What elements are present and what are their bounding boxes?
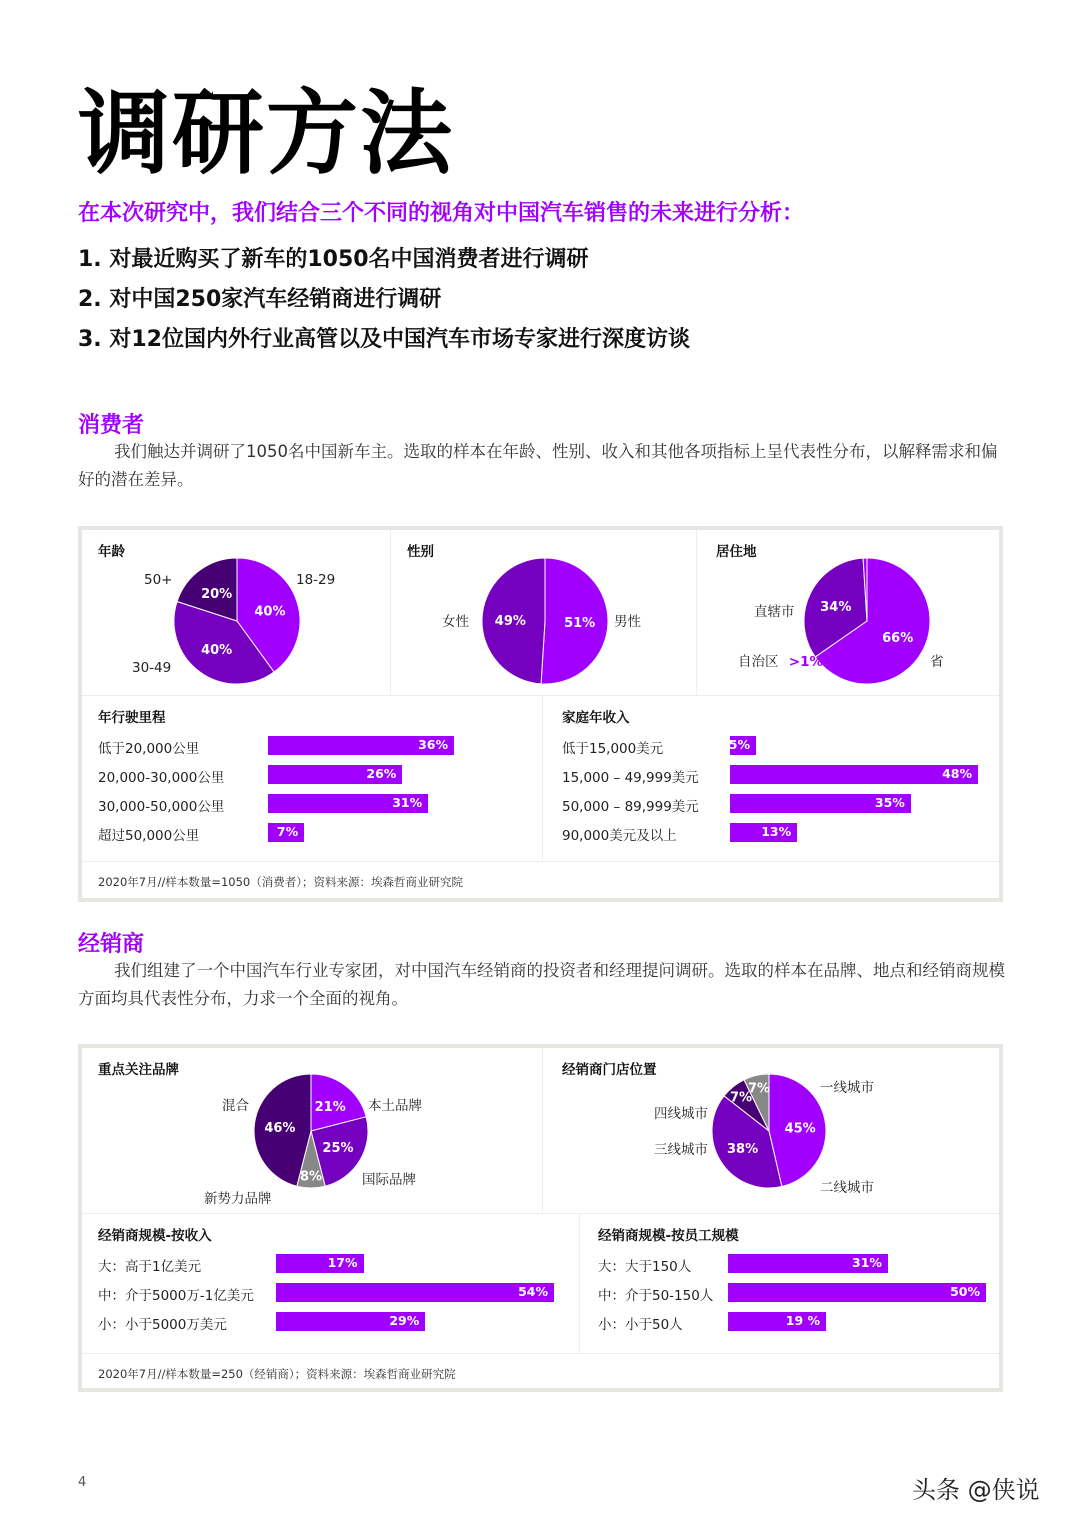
bar-category-label: 小：小于5000万美元 — [98, 1317, 227, 1333]
age-label-30-49: 30-49 — [132, 660, 172, 676]
pie-value-label: 38% — [726, 1141, 759, 1157]
bar-value-label: 5% — [728, 737, 750, 752]
bar — [268, 794, 428, 813]
brand-label-new-force: 新势力品牌 — [204, 1191, 272, 1207]
bar-category-label: 大：高于1亿美元 — [98, 1259, 202, 1275]
bar-value-label: 26% — [366, 766, 397, 781]
bar — [730, 765, 978, 784]
bar-category-label: 大：大于150人 — [598, 1259, 692, 1275]
bar — [268, 823, 304, 842]
consumer-footnote: 2020年7月//样本数量=1050（消费者）；资料来源：埃森哲商业研究院 — [98, 875, 463, 889]
method-item-1: 1. 对最近购买了新车的1050名中国消费者进行调研 — [78, 247, 589, 272]
age-title: 年龄 — [98, 544, 125, 560]
pie-value-label: 49% — [494, 613, 526, 629]
bar — [730, 823, 797, 842]
watermark: 头条 @侠说 — [912, 1476, 1040, 1504]
bar-value-label: 17% — [327, 1255, 358, 1270]
dealer-footnote: 2020年7月//样本数量=250（经销商）；资料来源：埃森哲商业研究院 — [98, 1367, 456, 1381]
residence-pct-autonomous: >1% — [788, 654, 824, 670]
consumer-paragraph: 我们触达并调研了1050名中国新车主。选取的样本在年龄、性别、收入和其他各项指标上呈代表性分布，以解释需求和偏好的潜在差异。 — [78, 442, 998, 489]
brand-label-international: 国际品牌 — [362, 1172, 416, 1188]
brand-label-domestic: 本土品牌 — [368, 1098, 422, 1114]
pie-value-label: 40% — [201, 643, 233, 659]
gender-pie — [480, 556, 610, 686]
dealer-heading: 经销商 — [78, 932, 145, 957]
location-title: 经销商门店位置 — [562, 1062, 657, 1078]
bar-value-label: 31% — [392, 795, 423, 810]
location-pie — [710, 1072, 828, 1190]
bar-value-label: 7% — [276, 824, 299, 839]
bar-category-label: 小：小于50人 — [598, 1317, 683, 1333]
bar-value-label: 54% — [518, 1284, 548, 1299]
brand-title: 重点关注品牌 — [98, 1062, 179, 1078]
bar-category-label: 超过50,000公里 — [98, 828, 200, 844]
location-label-tier2: 二线城市 — [820, 1180, 874, 1196]
bar-value-label: 35% — [874, 795, 905, 810]
bar-category-label: 低于15,000美元 — [562, 741, 664, 757]
bar — [268, 736, 454, 755]
age-pie — [172, 556, 302, 686]
location-label-tier3: 三线城市 — [654, 1142, 708, 1158]
bar-category-label: 15,000 – 49,999美元 — [562, 770, 699, 786]
pie-value-label: 51% — [564, 616, 596, 632]
pie-value-label: 45% — [784, 1121, 816, 1137]
brand-label-mixed: 混合 — [222, 1098, 249, 1114]
bar-value-label: 29% — [389, 1313, 420, 1328]
bar-category-label: 20,000-30,000公里 — [98, 770, 225, 786]
bar — [730, 794, 911, 813]
dealer-panel — [78, 1044, 1003, 1392]
bar — [276, 1254, 364, 1273]
dealer-paragraph: 我们组建了一个中国汽车行业专家团，对中国汽车经销商的投资者和经理提问调研。选取的样本在品牌、地点和经销商规模方面均具代表性分布，力求一个全面的视角。 — [78, 961, 1005, 1008]
bar-category-label: 50,000 – 89,999美元 — [562, 799, 699, 815]
pie-value-label: 25% — [322, 1140, 354, 1156]
bar-value-label: 50% — [950, 1284, 980, 1299]
gender-title: 性别 — [407, 544, 434, 560]
bar — [276, 1283, 554, 1302]
bar-category-label: 30,000-50,000公里 — [98, 799, 225, 815]
residence-category-autonomous: 自治区 — [738, 654, 779, 670]
page-number: 4 — [78, 1475, 87, 1490]
bar-value-label: 36% — [418, 737, 448, 752]
residence-label-province: 省 — [930, 654, 944, 670]
age-label-18-29: 18-29 — [296, 572, 336, 588]
bar — [728, 1283, 986, 1302]
pie-value-label: 66% — [882, 631, 914, 647]
residence-label-autonomous — [738, 650, 823, 670]
location-label-tier1: 一线城市 — [820, 1080, 874, 1096]
age-label-50plus: 50+ — [144, 572, 173, 588]
bar — [276, 1312, 425, 1331]
dealer-staff-title: 经销商规模-按员工规模 — [598, 1228, 739, 1244]
pie-value-label: 8% — [299, 1169, 323, 1185]
bar-category-label: 中：介于50-150人 — [598, 1288, 714, 1304]
intro-text: 在本次研究中，我们结合三个不同的视角对中国汽车销售的未来进行分析： — [78, 201, 805, 226]
bar — [268, 765, 402, 784]
residence-label-municipality: 直辖市 — [754, 604, 795, 620]
method-item-2: 2. 对中国250家汽车经销商进行调研 — [78, 287, 442, 312]
consumer-heading: 消费者 — [78, 413, 145, 438]
pie-value-label: 7% — [747, 1081, 771, 1097]
bar-value-label: 19 % — [785, 1313, 821, 1328]
pie-value-label: 34% — [820, 599, 852, 615]
location-label-tier4: 四线城市 — [654, 1106, 708, 1122]
pie-value-label: 21% — [314, 1100, 346, 1116]
brand-pie — [252, 1072, 370, 1190]
bar-category-label: 低于20,000公里 — [98, 741, 200, 757]
dealer-revenue-title: 经销商规模-按收入 — [98, 1228, 212, 1244]
consumer-panel — [78, 526, 1003, 902]
bar — [730, 736, 756, 755]
bar-value-label: 48% — [942, 766, 972, 781]
bar-category-label: 90,000美元及以上 — [562, 828, 677, 844]
residence-title: 居住地 — [716, 544, 757, 560]
method-item-3: 3. 对12位国内外行业高管以及中国汽车市场专家进行深度访谈 — [78, 327, 690, 352]
bar-value-label: 13% — [761, 824, 792, 839]
bar — [728, 1254, 888, 1273]
bar-category-label: 中：介于5000万-1亿美元 — [98, 1288, 254, 1304]
bar — [728, 1312, 826, 1331]
bar-value-label: 31% — [852, 1255, 882, 1270]
pie-value-label: 7% — [730, 1090, 753, 1106]
gender-label-female: 女性 — [442, 614, 469, 630]
income-title: 家庭年收入 — [562, 710, 630, 726]
page-title: 调研方法 — [78, 80, 455, 187]
pie-value-label: 46% — [264, 1121, 296, 1137]
pie-value-label: 20% — [201, 586, 233, 602]
gender-label-male: 男性 — [614, 614, 641, 630]
mileage-title: 年行驶里程 — [98, 710, 166, 726]
pie-value-label: 40% — [254, 604, 286, 620]
